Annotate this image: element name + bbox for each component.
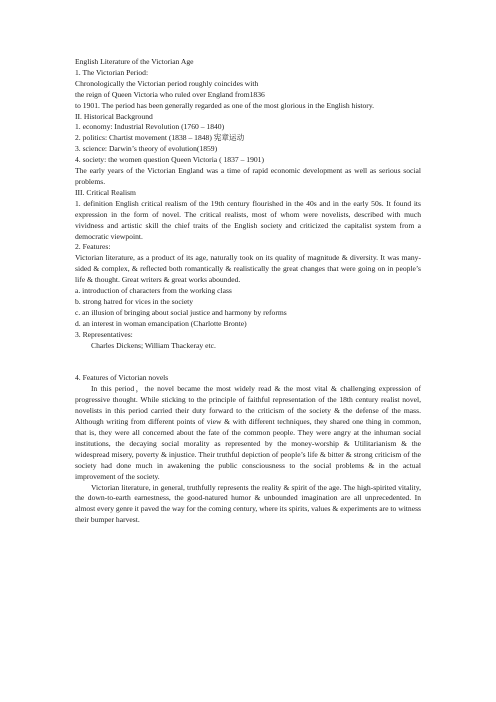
definition-paragraph: 1. definition English critical realism of the 19th century flourished in the 40s and in the early 50s. It found its expression in the form of novel. The critical realists, most of whom were novelists, described with much vividness and artistic skill the chief traits of the English society and criticized the capitalist system from a democratic viewpoint. bbox=[75, 198, 421, 241]
features-list-item: c. an illusion of bringing about social justice and harmony by reforms bbox=[75, 307, 287, 317]
background-item: 1. economy: Industrial Revolution (1760 – 1840) bbox=[75, 122, 225, 132]
background-paragraph: The early years of the Victorian England was a time of rapid economic development as well as serious social problems. bbox=[75, 166, 421, 186]
section-gap bbox=[75, 362, 421, 373]
features-list-item: a. introduction of characters from the working class bbox=[75, 286, 232, 296]
section-2-heading: II. Historical Background bbox=[75, 111, 153, 121]
features-heading: 2. Features: bbox=[75, 242, 111, 252]
section-3-heading: III. Critical Realism bbox=[75, 187, 136, 197]
background-item: 4. society: the women question Queen Victoria ( 1837 – 1901) bbox=[75, 155, 264, 165]
document-page bbox=[75, 57, 421, 526]
features-paragraph: Victorian literature, as a product of its age, naturally took on its quality of magnitude & diversity. It was many-sided & complex, & reflected both romantically & realistically the great changes that were going on in people’s life & thought. Great writers & great works abounded. bbox=[75, 253, 421, 285]
representatives-heading: 3. Representatives: bbox=[75, 329, 133, 339]
representatives-text: Charles Dickens; William Thackeray etc. bbox=[91, 340, 216, 350]
section-1-line: Chronologically the Victorian period roughly coincides with bbox=[75, 78, 259, 88]
background-item: 2. politics: Chartist movement (1838 – 1848) 宪章运动 bbox=[75, 133, 245, 143]
section-1-line: the reign of Queen Victoria who ruled over England from1836 bbox=[75, 89, 265, 99]
section-1-heading: 1. The Victorian Period: bbox=[75, 67, 149, 77]
novels-paragraph-2: Victorian literature, in general, truthfully represents the reality & spirit of the age. The high-spirited vitality, the down-to-earth earnestness, the good-natured humor & unbounded imagination are all unprecedented. In almost every genre it paved the way for the coming century, where its spirits, values & experiments are to witness their bumper harvest. bbox=[75, 482, 421, 525]
features-list-item: d. an interest in woman emancipation (Charlotte Bronte) bbox=[75, 318, 247, 328]
features-list-item: b. strong hatred for vices in the society bbox=[75, 296, 194, 306]
section-4-heading: 4. Features of Victorian novels bbox=[75, 373, 169, 383]
section-1-line: to 1901. The period has been generally regarded as one of the most glorious in the English history. bbox=[75, 100, 375, 110]
document-title: English Literature of the Victorian Age bbox=[75, 57, 194, 66]
novels-paragraph-1: In this period，the novel became the most widely read & the most vital & challenging expression of progressive thought. While sticking to the principle of faithful representation of the 18th century realist novel, novelists in this period carried their duty forward to the criticism of the society & the defense of the mass. Although writing from different points of view & with different techniques, they shared one thing in common, that is, they were all concerned about the fate of the common people. They were angry at the inhuman social institutions, the decaying social morality as represented by the money-worship & Utilitarianism & the widespread misery, poverty & injustice. Their truthful depiction of people’s life & bitter & strong criticism of the society had done much in awakening the public consciousness to the social problems & in the actual improvement of the society. bbox=[75, 384, 421, 481]
background-item: 3. science: Darwin’s theory of evolution(1859) bbox=[75, 144, 218, 154]
section-gap bbox=[75, 351, 421, 362]
